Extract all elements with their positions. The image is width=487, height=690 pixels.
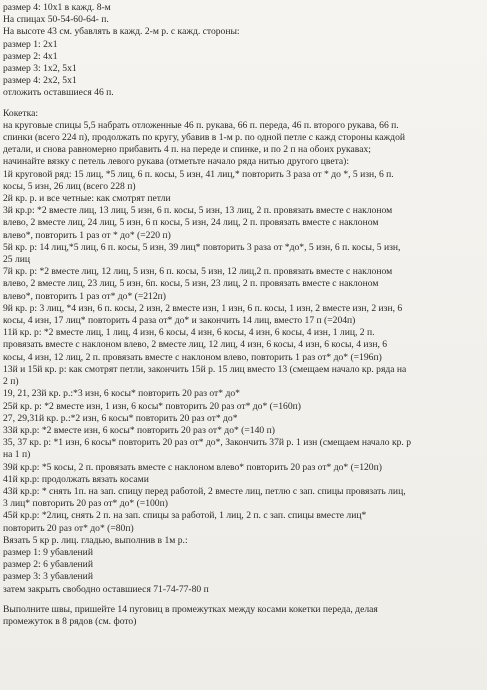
- text-line: размер 2: 4х1: [3, 50, 58, 62]
- text-line: 35, 37 кр. р: *1 изн, 6 косы* повторить 20 раз от* до*, Закончить 37й р. 1 изн (смещаем начало кр. р: [3, 437, 412, 449]
- text-line: косы, 5 изн, 26 лиц (всего 228 п): [3, 180, 136, 192]
- text-line: 33й кр.р: *2 вместе изн, 6 косы* повторить 20 раз от* до* (=140 п): [3, 424, 275, 436]
- text-line: размер 3: 3 убавлений: [3, 571, 93, 583]
- text-line: влево*, повторить 1 раз от* до* (=212п): [3, 290, 166, 302]
- text-line: размер 4: 2х2, 5х1: [3, 75, 77, 87]
- text-line: 1й круговой ряд: 15 лиц, *5 лиц, 6 п. косы, 5 изн, 41 лиц,* повторить 3 раза от * до *, 5 изн, 6 п.: [3, 168, 394, 180]
- text-line: 5й кр. р: 14 лиц,*5 лиц, 6 п. косы, 5 изн, 39 лиц* повторить 3 раза от *до*, 5 изн, 6 п. косы, 5 изн,: [3, 241, 401, 253]
- text-line: На высоте 43 см. убавлять в кажд. 2-м р. с кажд. стороны:: [3, 26, 240, 38]
- text-line: размер 1: 2х1: [3, 38, 58, 50]
- text-line: 41й кр.р: продолжать вязать косами: [3, 473, 149, 485]
- text-line: Выполните швы, пришейте 14 пуговиц в промежутках между косами кокетки переда, делая: [3, 603, 378, 615]
- top-block: [3, 2, 483, 100]
- text-line: 43й кр.р: * снять 1п. на зап. спицу перед работой, 2 вместе лиц, петлю с зап. спицы провязать лиц,: [3, 485, 406, 497]
- text-line: спинки (всего 224 п), продолжать по кругу, убавив в 1-м р. по одной петле с кажд стороны каждой: [3, 132, 405, 144]
- kokletka-intro: [3, 120, 483, 169]
- text-line: косы, 4 изн, 17 лиц* повторить 4 раза от* до* и закончить 14 лиц, вместо 17 п (=204п): [3, 315, 356, 327]
- text-line: влево, 2 вместе лиц, 23 лиц, 5 изн, 6п. косы, 5 изн, 23 лиц, 2 п. провязать вместе с наклоном: [3, 278, 379, 290]
- text-line: 2 п): [3, 376, 19, 388]
- text-line: размер 2: 6 убавлений: [3, 559, 93, 571]
- text-line: влево*, повторить 1 раз от * до* (=220 п): [3, 229, 171, 241]
- text-line: 19, 21, 23й кр. р.:*3 изн, 6 косы* повторить 20 раз от* до*: [3, 388, 240, 400]
- text-line: 25й кр. р: *2 вместе изн, 1 изн, 6 косы* повторить 20 раз от* до* (=160п): [3, 400, 301, 412]
- text-line: 25 лиц: [3, 254, 31, 266]
- text-line: 7й кр. р: *2 вместе лиц, 12 лиц, 5 изн, 6 п. косы, 5 изн, 12 лиц,2 п. провязать вместе с наклоном: [3, 266, 393, 278]
- text-line: 13й и 15й кр. р: как смотрят петли, закончить 15й р. 15 лиц вместо 13 (смещаем начало кр. ряда на: [3, 363, 407, 375]
- text-line: Вязать 5 кр р. лиц. гладью, выполнив в 1м р.:: [3, 534, 188, 546]
- spacer: [3, 596, 483, 604]
- text-line: 9й кр. р: 3 лиц, *4 изн, 6 п. косы, 2 изн, 2 вместе изн, 1 изн, 6 п. косы, 1 изн, 2 вместе изн, 2 изн, 6: [3, 302, 403, 314]
- text-line: 27, 29,31й кр. р.:*2 изн, 6 косы* повторить 20 раз от* до*: [3, 412, 238, 424]
- row-instructions: [3, 169, 483, 596]
- text-line: провязать вместе с наклоном влево, 2 вместе лиц, 12 лиц, 4 изн, 6 косы, 4 изн, 6 косы, 4 изн, 6: [3, 339, 388, 351]
- text-line: 39й кр.р: *5 косы, 2 п. провязать вместе с наклоном влево* повторить 20 раз от* до* (=120п): [3, 461, 382, 473]
- text-line: 3й кр.р: *2 вместе лиц, 13 лиц, 5 изн, 6 п. косы, 5 изн, 13 лиц, 2 п. провязать вместе с наклоном: [3, 205, 393, 217]
- text-line: размер 4: 10х1 в кажд. 8-м: [3, 2, 111, 13]
- text-line: затем закрыть свободно оставшиеся 71-74-77-80 п: [3, 583, 209, 595]
- text-line: отложить оставшиеся 46 п.: [3, 87, 114, 99]
- text-line: 45й кр.р: *2лиц, снять 2 п. на зап. спицы за работой, 1 лиц, 2 п. с зап. спицы вместе лиц*: [3, 510, 367, 522]
- text-line: на 1 п): [3, 449, 31, 461]
- section-title-kokletka: Кокетка:: [3, 107, 39, 119]
- bottom-block: [3, 604, 483, 628]
- text-line: размер 3: 1х2, 5х1: [3, 63, 77, 75]
- text-line: 2й кр. р. и все четные: как смотрят петли: [3, 193, 171, 205]
- text-line: промежуток в 8 рядов (см. фото): [3, 615, 137, 627]
- text-line: 11й кр. р: *2 вместе лиц, 1 лиц, 4 изн, 6 косы, 4 изн, 6 косы, 4 изн, 6 косы, 4 изн, 1 лиц, 2 п.: [3, 327, 375, 339]
- text-line: На спицах 50-54-60-64- п.: [3, 14, 109, 26]
- text-line: косы, 4 изн, 12 лиц, 2 п. провязать вместе с наклоном влево, повторить 1 раз от* до* (=196п): [3, 351, 382, 363]
- text-line: размер 1: 9 убавлений: [3, 546, 93, 558]
- text-line: повторить 20 раз от* до* (=80п): [3, 522, 134, 534]
- text-line: 3 лиц* повторить 20 раз от* до* (=100п): [3, 498, 168, 510]
- text-line: на круговые спицы 5,5 набрать отложенные 46 п. рукава, 66 п. переда, 46 п. второго рукава, 66 п.: [3, 119, 399, 131]
- spacer: [3, 100, 483, 108]
- text-line: детали, и снова равномерно прибавить 4 п. на переде и спинке, и по 2 п на обоих рукавах;: [3, 144, 371, 156]
- text-line: начинайте вязку с петель левого рукава (отметьте начало ряда нитью другого цвета):: [3, 156, 350, 168]
- text-line: влево, 2 вместе лиц, 24 лиц, 5 изн, 6 п косы, 5 изн, 24 лиц, 2 п. провязать вместе с наклоном: [3, 217, 379, 229]
